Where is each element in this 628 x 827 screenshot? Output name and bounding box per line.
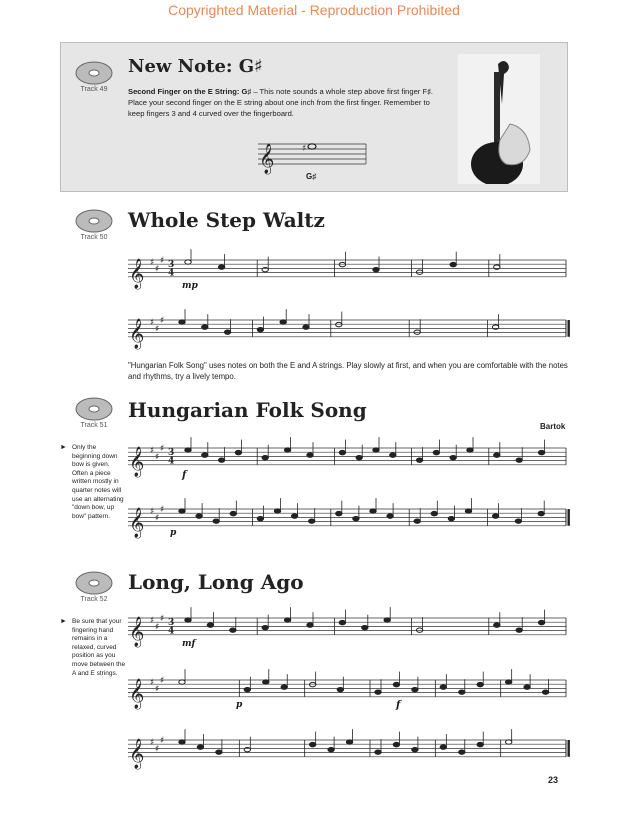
new-note-title: New Note: G♯ bbox=[128, 56, 263, 77]
cd-icon bbox=[74, 60, 114, 86]
time-signature: 3 bbox=[168, 618, 175, 629]
page-number: 23 bbox=[548, 775, 559, 785]
side-note: Be sure that your fingering hand remains in a relaxed, curved position as you move between the A and E strings. bbox=[72, 618, 126, 677]
note-head bbox=[505, 740, 511, 744]
waltz-staff-2 bbox=[128, 315, 568, 349]
dynamic-marking: mp bbox=[182, 281, 198, 291]
time-signature: 4 bbox=[168, 626, 175, 637]
note-label: G♯ bbox=[306, 172, 317, 181]
note-head bbox=[213, 519, 219, 523]
note-head bbox=[284, 448, 290, 452]
note-head bbox=[179, 740, 185, 744]
note-head bbox=[196, 514, 202, 518]
note-head bbox=[257, 327, 263, 331]
sharp-sign: ♯ bbox=[160, 315, 165, 326]
note-head bbox=[414, 519, 420, 523]
final-barline bbox=[568, 509, 570, 526]
treble-clef: 𝄞 bbox=[129, 738, 145, 769]
svg-text:♯: ♯ bbox=[302, 144, 307, 154]
note-head bbox=[235, 450, 241, 454]
note-head bbox=[185, 260, 191, 264]
note-head bbox=[328, 747, 334, 751]
note-head bbox=[284, 618, 290, 622]
note-head bbox=[356, 455, 362, 459]
note-head bbox=[224, 330, 230, 334]
side-note: Only the beginning down bow is given. Often a piece written mostly in quarter notes will use an alternating "down bow, up bow" pattern. bbox=[72, 444, 124, 520]
note-head bbox=[309, 682, 315, 686]
note-head bbox=[303, 325, 309, 329]
note-head bbox=[416, 628, 422, 632]
time-signature: 4 bbox=[168, 456, 175, 467]
final-barline bbox=[568, 320, 570, 337]
note-head bbox=[538, 450, 544, 454]
note-head bbox=[185, 448, 191, 452]
cd-icon bbox=[74, 396, 114, 422]
note-head bbox=[202, 325, 208, 329]
note-head bbox=[416, 458, 422, 462]
track-label: Track 52 bbox=[80, 596, 108, 603]
copyright-watermark: Copyrighted Material - Reproduction Prohibited bbox=[168, 2, 460, 18]
sharp-sign: ♯ bbox=[150, 507, 155, 517]
song-title: Long, Long Ago bbox=[128, 570, 304, 594]
sharp-sign: ♯ bbox=[150, 678, 155, 688]
note-head bbox=[339, 620, 345, 624]
note-head bbox=[281, 685, 287, 689]
cd-icon bbox=[74, 570, 114, 596]
note-head bbox=[262, 625, 268, 629]
note-head bbox=[416, 270, 422, 274]
note-head bbox=[538, 620, 544, 624]
note-head bbox=[433, 450, 439, 454]
note-head bbox=[336, 511, 342, 515]
sharp-sign: ♯ bbox=[155, 513, 160, 524]
note-head bbox=[440, 685, 446, 689]
violin-hand-photo bbox=[458, 54, 540, 184]
dynamic-marking: mf bbox=[182, 639, 196, 649]
note-head bbox=[309, 742, 315, 746]
note-head bbox=[494, 623, 500, 627]
new-note-description bbox=[128, 86, 446, 119]
time-signature: 4 bbox=[168, 268, 175, 279]
sharp-sign: ♯ bbox=[155, 622, 160, 633]
track-label: Track 49 bbox=[80, 86, 108, 93]
note-head bbox=[459, 690, 465, 694]
track-label: Track 50 bbox=[80, 234, 108, 241]
time-signature: 3 bbox=[168, 260, 175, 271]
treble-clef: 𝄞 bbox=[129, 678, 145, 709]
note-head bbox=[450, 262, 456, 266]
note-head bbox=[492, 514, 498, 518]
note-head bbox=[393, 742, 399, 746]
new-note-lead: Second Finger on the E String: G♯ bbox=[128, 87, 252, 96]
note-head bbox=[448, 516, 454, 520]
note-head bbox=[291, 514, 297, 518]
note-head bbox=[339, 450, 345, 454]
note-head bbox=[387, 514, 393, 518]
hungarian-staff-2 bbox=[128, 504, 568, 538]
sharp-sign: ♯ bbox=[150, 616, 155, 626]
note-head bbox=[185, 618, 191, 622]
note-head bbox=[373, 448, 379, 452]
sharp-sign: ♯ bbox=[155, 264, 160, 275]
note-head bbox=[202, 453, 208, 457]
hungarian-staff-1 bbox=[128, 443, 568, 477]
note-head bbox=[450, 455, 456, 459]
sharp-sign: ♯ bbox=[160, 504, 165, 515]
note-head bbox=[375, 690, 381, 694]
sharp-sign: ♯ bbox=[160, 735, 165, 746]
sharp-sign: ♯ bbox=[150, 446, 155, 456]
note-head bbox=[218, 458, 224, 462]
note-head bbox=[477, 742, 483, 746]
note-head bbox=[542, 690, 548, 694]
note-head bbox=[353, 516, 359, 520]
treble-clef: 𝄞 bbox=[129, 507, 145, 538]
intro-paragraph: "Hungarian Folk Song" uses notes on both the E and A strings. Play slowly at first, and when you are comfortable with the notes and rhythms, try a lively tempo. bbox=[128, 361, 568, 381]
note-head bbox=[516, 458, 522, 462]
note-head bbox=[274, 509, 280, 513]
song-title: Whole Step Waltz bbox=[128, 208, 325, 232]
note-head bbox=[280, 320, 286, 324]
sharp-sign: ♯ bbox=[155, 324, 160, 335]
sharp-sign: ♯ bbox=[150, 318, 155, 328]
sharp-sign: ♯ bbox=[160, 613, 165, 624]
note-head bbox=[336, 322, 342, 326]
note-head bbox=[459, 750, 465, 754]
longago-staff-3 bbox=[128, 735, 568, 769]
dynamic-marking: f bbox=[396, 700, 401, 711]
sharp-sign: ♯ bbox=[160, 255, 165, 266]
note-head bbox=[515, 519, 521, 523]
note-head bbox=[337, 687, 343, 691]
note-head bbox=[440, 745, 446, 749]
sharp-sign: ♯ bbox=[160, 675, 165, 686]
note-head bbox=[373, 267, 379, 271]
note-head bbox=[307, 453, 313, 457]
longago-staff-2 bbox=[128, 675, 568, 709]
note-head bbox=[263, 680, 269, 684]
note-head bbox=[216, 750, 222, 754]
sharp-sign: ♯ bbox=[155, 684, 160, 695]
note-head bbox=[218, 265, 224, 269]
note-head bbox=[390, 453, 396, 457]
treble-clef: 𝄞 bbox=[129, 318, 145, 349]
note-head bbox=[516, 628, 522, 632]
note-head bbox=[505, 680, 511, 684]
note-head bbox=[431, 511, 437, 515]
note-head bbox=[179, 509, 185, 513]
note-head bbox=[307, 623, 313, 627]
dynamic-marking: p bbox=[236, 700, 243, 710]
note-head bbox=[477, 682, 483, 686]
treble-clef: 𝄞 bbox=[129, 616, 145, 647]
note-head bbox=[538, 511, 544, 515]
note-head bbox=[309, 519, 315, 523]
note-head bbox=[393, 682, 399, 686]
note-head bbox=[494, 453, 500, 457]
sharp-sign: ♯ bbox=[155, 744, 160, 755]
note-head bbox=[179, 680, 185, 684]
dynamic-marking: p bbox=[170, 528, 177, 538]
time-signature: 3 bbox=[168, 448, 175, 459]
sharp-sign: ♯ bbox=[155, 452, 160, 463]
note-head bbox=[362, 625, 368, 629]
sharp-sign: ♯ bbox=[160, 443, 165, 454]
final-barline bbox=[568, 740, 570, 757]
note-head bbox=[375, 750, 381, 754]
note-head bbox=[179, 320, 185, 324]
note-head bbox=[339, 262, 345, 266]
note-head bbox=[467, 448, 473, 452]
note-head bbox=[384, 618, 390, 622]
note-head bbox=[524, 685, 530, 689]
note-head bbox=[230, 511, 236, 515]
note-head bbox=[412, 687, 418, 691]
note-head bbox=[465, 509, 471, 513]
arrow-icon: ► bbox=[60, 618, 67, 625]
note-head bbox=[230, 628, 236, 632]
treble-clef: 𝄞 bbox=[129, 258, 145, 289]
note-head bbox=[414, 330, 420, 334]
song-title: Hungarian Folk Song bbox=[128, 398, 367, 422]
sharp-sign: ♯ bbox=[150, 258, 155, 268]
note-head bbox=[207, 623, 213, 627]
note-head bbox=[346, 740, 352, 744]
track-label: Track 51 bbox=[80, 422, 108, 429]
note-head bbox=[257, 516, 263, 520]
note-head bbox=[262, 455, 268, 459]
treble-clef: 𝄞 bbox=[129, 446, 145, 477]
note-head bbox=[244, 687, 250, 691]
svg-text:𝄞: 𝄞 bbox=[259, 144, 275, 174]
cd-icon bbox=[74, 208, 114, 234]
note-head bbox=[412, 747, 418, 751]
sharp-sign: ♯ bbox=[150, 738, 155, 748]
composer: Bartok bbox=[540, 422, 566, 431]
new-note-body: – This note sounds a whole step above first finger F♯. Place your second finger on the E string about one inch from the first finger. Remember to keep fingers 3 and 4 curved over the fingerboard. bbox=[128, 87, 433, 118]
note-head bbox=[197, 745, 203, 749]
dynamic-marking: f bbox=[182, 470, 187, 481]
note-head bbox=[370, 509, 376, 513]
arrow-icon: ► bbox=[60, 444, 67, 451]
